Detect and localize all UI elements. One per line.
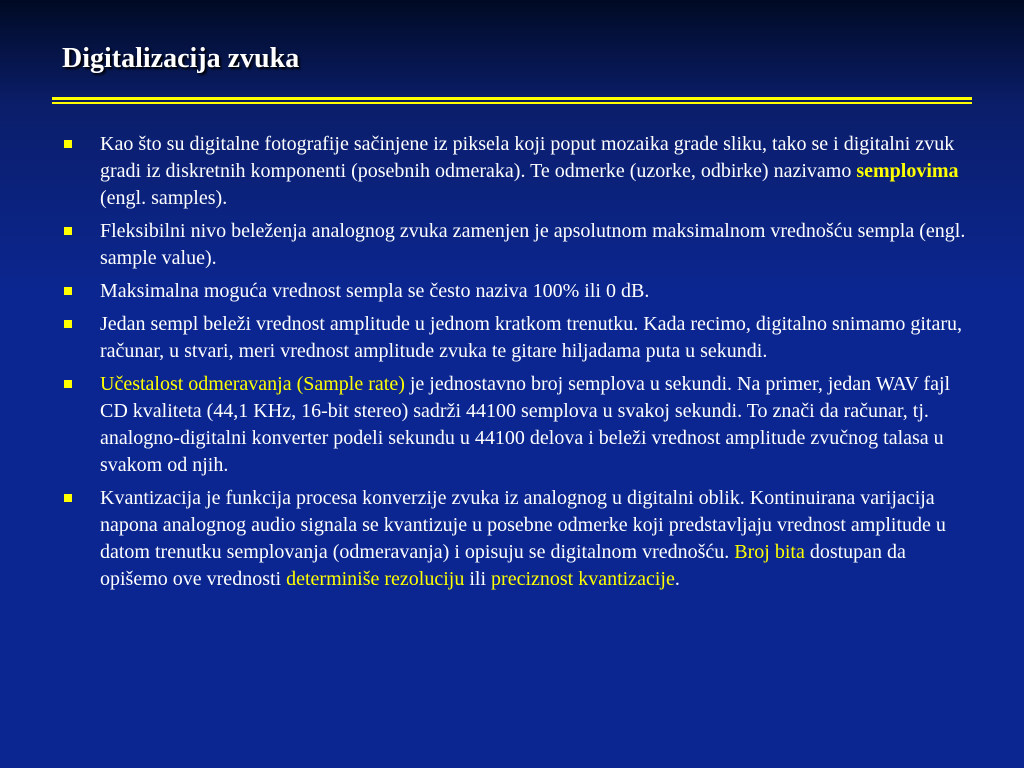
bullet-text: je jednostavno broj semplova u sekundi. Na primer, jedan WAV fajl CD kvaliteta (44,1 KHz, 16-bit stereo) sadrži 44100 semplova u svakoj sekundi. To znači da računar, tj. analogno-digitalni konverter podeli sekundu u 44100 delova i beleži vrednost amplitude zvučnog talasa u svakom od njih. bbox=[100, 373, 951, 476]
slide-title: Digitalizacija zvuka bbox=[62, 43, 300, 74]
bullet-text: Kvantizacija je funkcija procesa konverzije zvuka iz analognog u digitalni oblik. Kontinuirana varijacija napona analognog audio signala se kvantizuje u posebne odmerke koji predstavljaju vrednost amplitude u datom trenutku semplovanja (odmeravanja) i opisuju se digitalnom vrednošću. bbox=[100, 487, 946, 563]
bullet-item-sample-value bbox=[60, 218, 972, 272]
bullet-text: Fleksibilni nivo beleženja analognog zvuka zamenjen je apsolutnom maksimalnom vrednošću sempla (engl. sample value). bbox=[100, 220, 966, 269]
bullet-item-samples bbox=[60, 131, 972, 212]
highlight-term: determiniše rezoluciju bbox=[286, 568, 465, 590]
bullet-item-amplitude bbox=[60, 311, 972, 365]
square-bullet-icon bbox=[64, 494, 72, 502]
highlight-term: preciznost kvantizacije bbox=[491, 568, 675, 590]
bullet-item-max-value bbox=[60, 278, 972, 305]
bullet-text: (engl. samples). bbox=[100, 187, 228, 209]
square-bullet-icon bbox=[64, 287, 72, 295]
square-bullet-icon bbox=[64, 380, 72, 388]
bullet-text: Kao što su digitalne fotografije sačinjene iz piksela koji poput mozaika grade sliku, tako se i digitalni zvuk gradi iz diskretnih komponenti (posebnih odmeraka). Te odmerke (uzorke, odbirke) nazivamo bbox=[100, 133, 955, 182]
highlight-term: Broj bita bbox=[734, 541, 805, 563]
bullet-text: ili bbox=[464, 568, 492, 590]
bullet-list bbox=[60, 131, 972, 599]
highlight-term: Učestalost odmeravanja (Sample rate) bbox=[100, 373, 405, 395]
bullet-text: Maksimalna moguća vrednost sempla se često naziva 100% ili 0 dB. bbox=[100, 280, 650, 302]
bullet-text: . bbox=[674, 568, 680, 590]
square-bullet-icon bbox=[64, 140, 72, 148]
title-underline-thick bbox=[52, 97, 972, 100]
highlight-term: semplovima bbox=[856, 160, 959, 182]
bullet-text: Jedan sempl beleži vrednost amplitude u jednom kratkom trenutku. Kada recimo, digitalno snimamo gitaru, računar, u stvari, meri vrednost amplitude zvuka te gitare hiljadama puta u sekundi. bbox=[100, 313, 963, 362]
bullet-item-sample-rate bbox=[60, 371, 972, 479]
title-underline-thin bbox=[52, 102, 972, 104]
square-bullet-icon bbox=[64, 227, 72, 235]
bullet-text: dostupan da opišemo ove vrednosti bbox=[100, 541, 906, 590]
square-bullet-icon bbox=[64, 320, 72, 328]
bullet-item-quantization bbox=[60, 485, 972, 593]
